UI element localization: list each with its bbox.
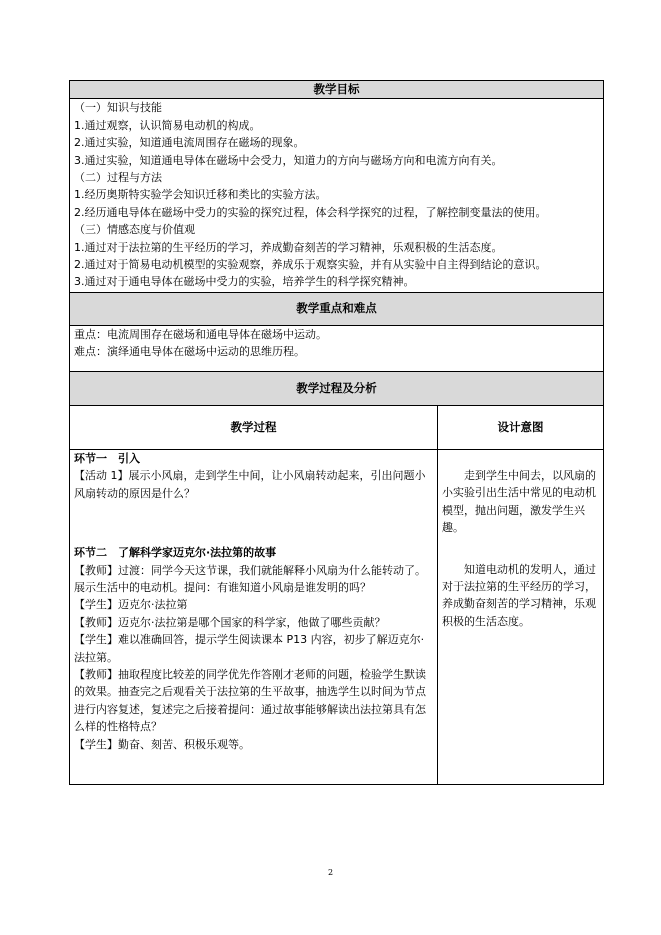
lesson-plan-table (69, 80, 604, 785)
objectives-line: 2.经历通电导体在磁场中受力的实验的探究过程，体会科学探究的过程，了解控制变量法的使用。 (74, 205, 547, 219)
process-header: 教学过程及分析 (70, 371, 604, 405)
objectives-line: 1.通过观察，认识简易电动机的构成。 (74, 118, 261, 132)
step2-line: 【学生】迈克尔·法拉第 (74, 598, 188, 612)
step2-heading: 环节二 了解科学家迈克尔·法拉第的故事 (74, 546, 277, 560)
spacer (442, 450, 599, 467)
step1-intent: 走到学生中间去，以风扇的小实验引出生活中常见的电动机模型，抛出问题，激发学生兴趣。 (442, 468, 596, 535)
process-column-header: 教学过程 (70, 405, 438, 449)
step2-intent: 知道电动机的发明人，通过对于法拉第的生平经历的学习，养成勤奋刻苦的学习精神，乐观积极的生活态度。 (442, 562, 596, 628)
keypoints-header: 教学重点和难点 (70, 292, 604, 325)
intent-cell (438, 449, 604, 784)
spacer (442, 537, 599, 561)
spacer (74, 502, 433, 544)
objectives-line: 1.经历奥斯特实验学会知识迁移和类比的实验方法。 (74, 188, 327, 202)
objectives-header: 教学目标 (70, 81, 604, 99)
objectives-line: 3.通过对于通电导体在磁场中受力的实验，培养学生的科学探究精神。 (74, 275, 415, 289)
objectives-line: 1.通过对于法拉第的生平经历的学习，养成勤奋刻苦的学习精神，乐观积极的生活态度。 (74, 240, 503, 254)
step2-line: 【学生】难以准确回答，提示学生阅读课本 P13 内容，初步了解迈克尔·法拉第。 (74, 633, 425, 664)
objectives-line: （二）过程与方法 (74, 171, 162, 185)
keypoints-content (70, 325, 604, 371)
step2-line: 【教师】抽取程度比较差的同学优先作答刚才老师的问题，检验学生默读的效果。抽查完之后观看关于法拉第的生平故事，抽选学生以时间为节点进行内容复述，复述完之后接着提问：通过故事能够解读出法拉第具有怎么样的性格特点？ (74, 667, 426, 734)
keypoint-line: 难点：演绎通电导体在磁场中运动的思维历程。 (74, 345, 305, 359)
step2-line: 【教师】过渡：同学今天这节课，我们就能解释小风扇为什么能转动了。展示生活中的电动机。提问：有谁知道小风扇是谁发明的吗？ (74, 563, 426, 594)
objectives-line: 2.通过实验，知道通电流周围存在磁场的现象。 (74, 136, 305, 150)
step1-heading: 环节一 引入 (74, 451, 140, 465)
step1-activity: 【活动 1】展示小风扇，走到学生中间，让小风扇转动起来，引出问题小风扇转动的原因是什么？ (74, 469, 426, 500)
process-cell (70, 449, 438, 784)
objectives-line: 3.通过实验，知道通电导体在磁场中会受力，知道力的方向与磁场方向和电流方向有关。 (74, 153, 503, 167)
objectives-content (70, 99, 604, 292)
step2-line: 【学生】勤奋、刻苦、积极乐观等。 (74, 737, 250, 751)
step2-line: 【教师】迈克尔·法拉第是哪个国家的科学家，他做了哪些贡献？ (74, 615, 386, 629)
page-number: 2 (327, 868, 334, 877)
intent-column-header: 设计意图 (438, 405, 604, 449)
keypoint-line: 重点：电流周围存在磁场和通电导体在磁场中运动。 (74, 327, 327, 341)
objectives-line: （一）知识与技能 (74, 101, 162, 115)
objectives-line: 2.通过对于简易电动机模型的实验观察，养成乐于观察实验，并有从实验中自主得到结论的意识。 (74, 258, 547, 272)
objectives-line: （三）情感态度与价值观 (74, 223, 195, 237)
